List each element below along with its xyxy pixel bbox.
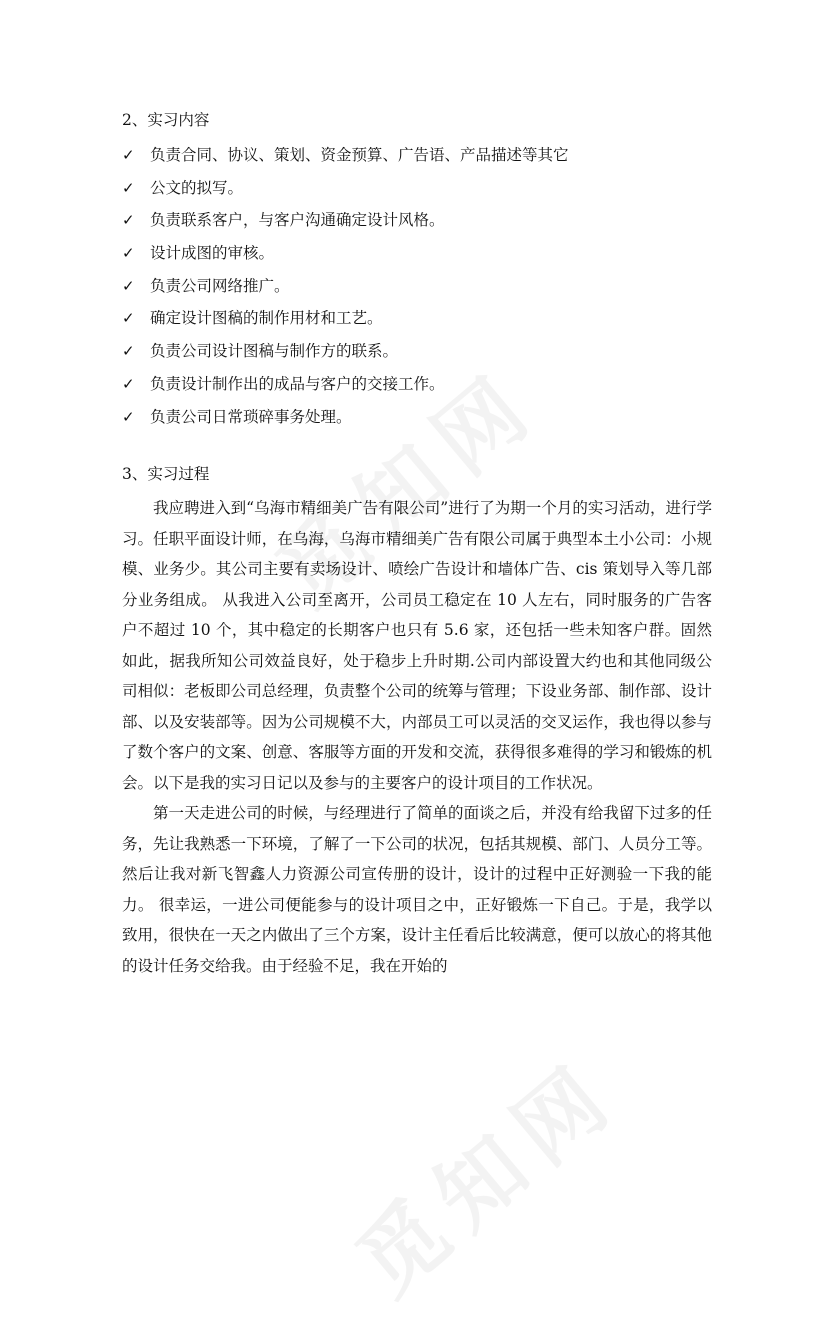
checkmark-icon: ✓ (122, 146, 135, 164)
checklist-item-text: 负责设计制作出的成品与客户的交接工作。 (150, 374, 445, 393)
checklist-item (122, 139, 712, 172)
checkmark-icon: ✓ (122, 244, 135, 263)
checklist-item-text: 负责公司网络推广。 (150, 276, 290, 295)
checklist-item-text: 负责公司设计图稿与制作方的联系。 (150, 342, 399, 361)
checklist-item (122, 270, 712, 303)
checkmark-icon: ✓ (122, 178, 135, 197)
checklist-item (122, 302, 712, 335)
checkmark-icon: ✓ (122, 342, 135, 361)
body-paragraph: 第一天走进公司的时候，与经理进行了简单的面谈之后，并没有给我留下过多的任务，先让我熟悉一下环境，了解了一下公司的状况，包括其规模、部门、人员分工等。然后让我对新飞智鑫人力资源公司宣传册的设计，设计的过程中正好测验一下我的能力。 很幸运，一进公司便能参与的设计项目之中，正好锻炼一下自己。于是，我学以致用，很快在一天之内做出了三个方案，设计主任看后比较满意，便可以放心的将其他的设计任务交给我。由于经验不足，我在开始的 (122, 804, 712, 975)
checklist-item-text: 设计成图的审核。 (150, 244, 275, 263)
checkmark-icon: ✓ (122, 374, 135, 393)
watermark-bottom (326, 1026, 640, 1318)
checklist-item-text: 负责联系客户，与客户沟通确定设计风格。 (150, 211, 445, 230)
checklist-item (122, 335, 712, 368)
content-checklist (122, 139, 712, 433)
section-heading-process: 3、实习过程 (122, 465, 210, 484)
checklist-item (122, 172, 712, 205)
checklist-item (122, 401, 712, 434)
section-heading-content: 2、实习内容 (122, 111, 210, 129)
checklist-item (122, 368, 712, 401)
checklist-item-text: 负责公司日常琐碎事务处理。 (150, 407, 352, 426)
checkmark-icon: ✓ (122, 276, 135, 295)
body-paragraph: 我应聘进入到“乌海市精细美广告有限公司”进行了为期一个月的实习活动，进行学习。任职平面设计师，在乌海，乌海市精细美广告有限公司属于典型本土小公司：小规模、业务少。其公司主要有卖场设计、喷绘广告设计和墙体广告、cis 策划导入等几部分业务组成。 从我进入公司至离开，公司员工稳定在 10 人左右，同时服务的广告客户不超过 10 个，其中稳定的长期客户也只有 5.6 家，还包括一些未知客户群。固然如此，据我所知公司效益良好，处于稳步上升时期.公司内部设置大约也和其他同级公司相似：老板即公司总经理，负责整个公司的统筹与管理；下设业务部、制作部、设计部、以及安装部等。因为公司规模不大，内部员工可以灵活的交叉运作，我也得以参与了数个客户的文案、创意、客服等方面的开发和交流，获得很多难得的学习和锻炼的机会。以下是我的实习日记以及参与的主要客户的设计项目的工作状况。 (122, 499, 712, 792)
checklist-item (122, 237, 712, 270)
checkmark-icon: ✓ (122, 407, 135, 426)
document-body (122, 105, 712, 981)
checklist-item (122, 204, 712, 237)
checkmark-icon: ✓ (122, 211, 135, 230)
checkmark-icon: ✓ (122, 309, 135, 328)
checklist-item-text: 负责合同、协议、策划、资金预算、广告语、产品描述等其它 (150, 146, 569, 164)
checklist-item-text: 公文的拟写。 (150, 178, 244, 197)
checklist-item-text: 确定设计图稿的制作用材和工艺。 (150, 309, 383, 328)
